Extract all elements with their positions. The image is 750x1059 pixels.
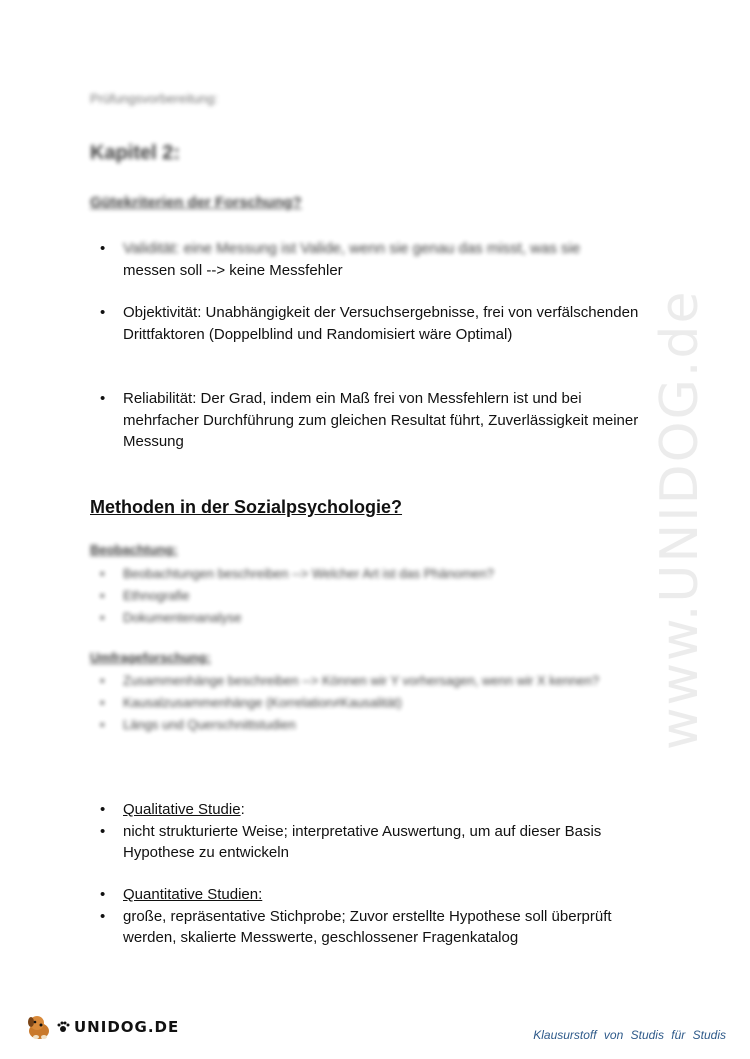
list-item: • Ethnografie (88, 585, 648, 607)
observation-list (88, 563, 648, 629)
qualitative-list (88, 799, 648, 864)
quantitative-list (88, 884, 648, 949)
quantitative-label: Quantitative Studien: (123, 886, 263, 903)
objectivity-list (88, 302, 648, 345)
list-item: • Längs und Querschnittstudien (88, 714, 628, 736)
section-title-methods: Methoden in der Sozialpsychologie? (90, 497, 403, 517)
footer-tagline: Klausurstoff von Studis für Studis (533, 1028, 726, 1042)
list-item-reliability: • Reliabilität: Der Grad, indem ein Maß frei von Messfehlern ist und bei mehrfacher Durchführung zum gleichen Resultat führt, Zuverlässigkeit meiner Messung (88, 388, 648, 453)
quality-criteria-list (88, 238, 648, 281)
section-title-quality-criteria: Gütekriterien der Forschung? (90, 194, 302, 211)
list-item-objectivity: • Objektivität: Unabhängigkeit der Versuchsergebnisse, frei von verfälschenden Drittfaktoren (Doppelblind und Randomisiert wäre Optimal) (88, 302, 648, 345)
list-item-qualitative-label (88, 799, 648, 821)
paw-icon (56, 1020, 70, 1034)
watermark: www.UNIDOG.de (650, 289, 710, 750)
logo-text: UNIDOG.DE (74, 1018, 180, 1036)
survey-list (88, 670, 628, 736)
list-item: • Zusammenhänge beschreiben --> Können wir Y vorhersagen, wenn wir X kennen? (88, 670, 628, 692)
reliability-list (88, 388, 648, 453)
qualitative-label: Qualitative Studie (123, 801, 241, 818)
dog-icon (24, 1012, 54, 1042)
list-item-validity (88, 238, 648, 281)
list-item: • Beobachtungen beschreiben --> Welcher Art ist das Phänomen? (88, 563, 648, 585)
survey-heading: Umfrageforschung: (90, 650, 211, 665)
list-item-qualitative-desc: • nicht strukturierte Weise; interpretative Auswertung, um auf dieser Basis Hypothese zu entwickeln (88, 821, 648, 864)
validity-line-1: • Validität: eine Messung ist Valide, wenn sie genau das misst, was sie (123, 240, 581, 257)
list-item: • Dokumentenanalyse (88, 607, 648, 629)
qualitative-colon: : (240, 801, 245, 818)
chapter-heading: Kapitel 2: (90, 142, 181, 164)
list-item-quantitative-label (88, 884, 648, 906)
footer-logo (24, 1012, 179, 1042)
validity-line-2: messen soll --> keine Messfehler (123, 261, 343, 279)
list-item: • Kausalzusammenhänge (Korrelation≠Kausalität) (88, 692, 628, 714)
pre-heading: Prüfungsvorbereitung: (90, 91, 218, 106)
list-item-quantitative-desc: • große, repräsentative Stichprobe; Zuvor erstellte Hypothese soll überprüft werden, skalierte Messwerte, geschlossener Fragenkatalog (88, 906, 648, 949)
observation-heading: Beobachtung: (90, 542, 178, 557)
